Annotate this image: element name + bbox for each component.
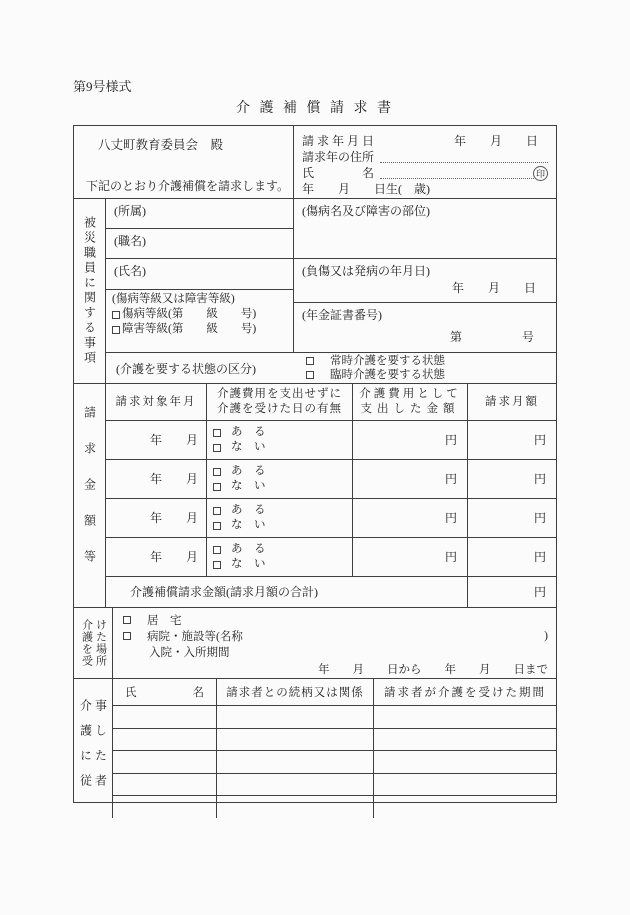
facility-name-blank[interactable]: [249, 630, 544, 643]
yes-label: あ る: [231, 426, 266, 438]
facility-close-paren: ): [544, 630, 548, 642]
claim-date-label: 請求年月日: [302, 133, 378, 148]
caregiver-label-col2: 事した者: [93, 698, 108, 799]
target-month-cell[interactable]: 年 月: [106, 499, 207, 537]
caregiver-period-cell[interactable]: [374, 796, 556, 818]
caregiver-name-cell[interactable]: [113, 729, 217, 751]
victim-section-label-text: 被災職員に関する事項: [82, 216, 97, 366]
addressee-cell: [74, 126, 294, 198]
claim-row: [106, 499, 556, 538]
claim-amount-section: [74, 383, 556, 607]
claim-section-label-text: 請求金額等: [82, 405, 97, 586]
paid-amount-cell[interactable]: 円: [353, 460, 468, 498]
care-compensation-form: [73, 125, 557, 803]
yes-checkbox[interactable]: [213, 468, 221, 476]
name-label-right: 名: [361, 165, 374, 180]
onset-date-blank[interactable]: 年 月 日: [451, 281, 536, 295]
seal-mark-icon: 印: [533, 166, 548, 181]
caregiver-relation-cell[interactable]: [217, 729, 374, 751]
no-label: な い: [231, 480, 266, 492]
caregiver-name-cell[interactable]: [113, 751, 217, 773]
injury-part-cell[interactable]: [294, 199, 556, 259]
caregiver-relation-cell[interactable]: [217, 796, 374, 818]
care-days-cell: [207, 460, 353, 498]
grade-injury-option: [112, 307, 287, 322]
admission-period-label: 入院・入所期間: [149, 647, 230, 659]
care-place-label-col1: 介護を受: [80, 619, 93, 667]
addressee: 八丈町教育委員会 殿: [98, 138, 224, 152]
victim-name-cell[interactable]: [106, 259, 293, 290]
caregiver-label-col1: 介護に従: [78, 698, 93, 799]
onset-date-label: (負傷又は発病の年月日): [302, 264, 430, 278]
no-checkbox[interactable]: [213, 522, 221, 530]
caregiver-section: [74, 678, 556, 818]
care-place-section: [74, 607, 556, 678]
caregiver-name-cell[interactable]: [113, 774, 217, 796]
caregiver-relation-cell[interactable]: [217, 706, 374, 728]
claim-row: [106, 538, 556, 577]
no-checkbox[interactable]: [213, 444, 221, 452]
caregiver-row: [113, 751, 556, 774]
name-label-left: 氏: [302, 165, 315, 180]
name-label: [302, 164, 374, 181]
victim-section-label: [74, 199, 106, 383]
header-section: [74, 126, 556, 198]
job-title-cell[interactable]: [106, 229, 293, 259]
no-label: な い: [231, 519, 266, 531]
address-label: 請求年の住所: [302, 149, 375, 164]
yes-checkbox[interactable]: [213, 429, 221, 437]
claim-total-row: [106, 577, 556, 607]
caregiver-relation-cell[interactable]: [217, 751, 374, 773]
grade-disability-label: 障害等級(第 級 号): [122, 323, 257, 335]
col-header-paid-amount: 介護費用として 支出した金額: [353, 384, 468, 420]
monthly-amount-cell[interactable]: 円: [533, 510, 546, 525]
page-title: 介 護 補 償 請 求 書: [236, 101, 394, 116]
name-input-line[interactable]: [380, 166, 534, 179]
paid-amount-cell[interactable]: 円: [353, 538, 468, 576]
injury-grade-checkbox[interactable]: [112, 311, 120, 319]
admission-period-blank[interactable]: 年 月 日から 年 月 日まで: [318, 664, 548, 676]
care-category-label: (介護を要する状態の区分): [116, 361, 256, 376]
no-checkbox[interactable]: [213, 561, 221, 569]
grade-injury-label: 傷病等級(第 級 号): [122, 308, 257, 320]
col-header-relation: 請求者との続柄又は関係: [217, 679, 374, 705]
claim-section-label: [74, 384, 106, 607]
target-month-cell[interactable]: 年 月: [106, 460, 207, 498]
target-month-cell[interactable]: 年 月: [106, 421, 207, 459]
victim-name-label: (氏名): [114, 264, 146, 278]
care-constant-option: [306, 354, 445, 368]
caregiver-row: [113, 729, 556, 752]
pension-number-blank[interactable]: 第 号: [449, 330, 534, 344]
monthly-amount-cell[interactable]: 円: [533, 549, 546, 564]
claim-row: [106, 421, 556, 460]
care-category-row: [106, 353, 556, 383]
facility-checkbox[interactable]: [123, 632, 131, 640]
care-days-cell: [207, 499, 353, 537]
form-number: 第9号様式: [73, 79, 132, 94]
care-constant-label: 常時介護を要する状態: [330, 355, 445, 367]
caregiver-row: [113, 706, 556, 729]
caregiver-period-cell[interactable]: [374, 751, 556, 773]
address-input-line[interactable]: [380, 150, 548, 163]
no-label: な い: [231, 441, 266, 453]
total-label: 介護補償請求金額(請求月額の合計): [106, 577, 468, 607]
caregiver-period-cell[interactable]: [374, 706, 556, 728]
monthly-amount-cell[interactable]: 円: [533, 471, 546, 486]
birth-date-blank[interactable]: 年 月 日生( 歳): [302, 181, 430, 196]
pension-cell[interactable]: [294, 303, 556, 352]
victim-section: [74, 198, 556, 383]
claim-table-header: [106, 384, 556, 421]
job-title-label: (職名): [114, 234, 146, 248]
care-temporary-checkbox[interactable]: [306, 371, 314, 379]
disability-grade-checkbox[interactable]: [112, 326, 120, 334]
yes-checkbox[interactable]: [213, 546, 221, 554]
care-temporary-label: 臨時介護を要する状態: [330, 369, 445, 381]
caregiver-relation-cell[interactable]: [217, 774, 374, 796]
grade-cell: [106, 290, 293, 339]
caregiver-table-header: [113, 679, 556, 706]
no-checkbox[interactable]: [213, 483, 221, 491]
col-header-target-month: 請求対象年月: [106, 384, 207, 420]
paid-amount-cell[interactable]: 円: [353, 421, 468, 459]
claim-date-blank[interactable]: 年 月 日: [453, 133, 538, 148]
declaration: 下記のとおり介護補償を請求します。: [86, 179, 290, 193]
no-label: な い: [231, 558, 266, 570]
affiliation-cell[interactable]: [106, 199, 293, 229]
caregiver-name-cell[interactable]: [113, 706, 217, 728]
affiliation-label: (所属): [114, 204, 146, 218]
caregiver-period-cell[interactable]: [374, 774, 556, 796]
care-days-cell: [207, 421, 353, 459]
care-temporary-option: [306, 368, 445, 382]
caregiver-name-cell[interactable]: [113, 796, 217, 818]
paid-amount-cell[interactable]: 円: [353, 499, 468, 537]
col-header-monthly-amount: 請求月額: [485, 395, 539, 408]
grade-disability-option: [112, 322, 287, 337]
claim-row: [106, 460, 556, 499]
injury-part-label: (傷病名及び障害の部位): [302, 204, 430, 218]
home-option: [113, 612, 556, 628]
facility-option: [113, 628, 556, 644]
facility-label: 病院・施設等(名称: [147, 631, 243, 643]
caregiver-row: [113, 774, 556, 797]
caregiver-row: [113, 796, 556, 818]
col-header-care-days: 介護費用を支出せずに 介護を受けた日の有無: [207, 384, 353, 420]
home-label: 居 宅: [147, 615, 182, 627]
col-header-caregiver-name: 氏 名: [113, 679, 217, 705]
care-place-label-col2: けた場所: [94, 619, 107, 667]
caregiver-section-label: [74, 679, 113, 818]
target-month-cell[interactable]: 年 月: [106, 538, 207, 576]
claimant-cell: [294, 126, 556, 198]
pension-label: (年金証書番号): [302, 308, 382, 322]
yes-label: あ る: [231, 543, 266, 555]
grade-heading: (傷病等級又は障害等級): [112, 293, 235, 305]
yes-label: あ る: [231, 465, 266, 477]
care-constant-checkbox[interactable]: [306, 357, 314, 365]
care-days-cell: [207, 538, 353, 576]
monthly-amount-cell[interactable]: 円: [533, 432, 546, 447]
caregiver-period-cell[interactable]: [374, 729, 556, 751]
yes-checkbox[interactable]: [213, 507, 221, 515]
col-header-care-period: 請求者が介護を受けた期間: [384, 687, 546, 699]
yes-label: あ る: [231, 504, 266, 516]
onset-date-cell[interactable]: [294, 259, 556, 303]
total-amount-cell[interactable]: 円: [533, 584, 546, 599]
home-checkbox[interactable]: [123, 616, 131, 624]
care-place-section-label: [74, 608, 113, 678]
